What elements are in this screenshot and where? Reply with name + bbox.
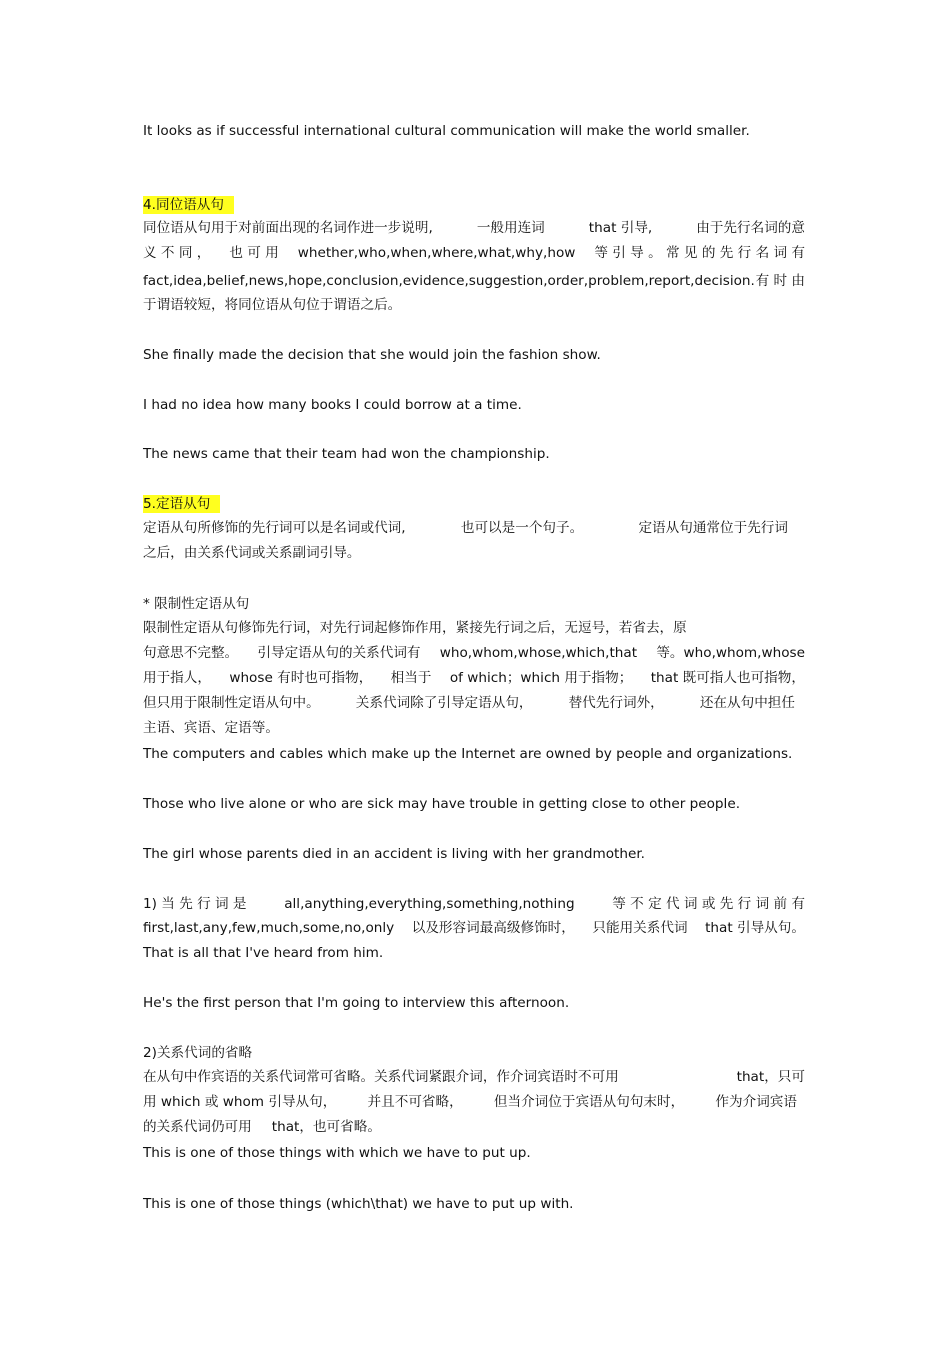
paragraph-line: 于谓语较短，将同位语从句位于谓语之后。 xyxy=(143,297,402,313)
example-sentence: He's the first person that I'm going to interview this afternoon. xyxy=(143,995,570,1011)
text-run: first,last,any,few,much,some,no,only xyxy=(143,920,395,936)
text-run: 引导定语从句的关系代词有 xyxy=(257,645,421,661)
section-heading-appositive xyxy=(143,196,234,214)
text-run: 同位语从句用于对前面出现的名词作进一步说明, xyxy=(143,220,433,236)
text-run: 相当于 xyxy=(390,670,432,686)
text-run: whether,who,when,where,what,why,how xyxy=(297,245,576,261)
paragraph-line: It looks as if successful international cultural communication will make the world smaller. xyxy=(143,123,750,139)
example-sentence: This is one of those things with which we have to put up. xyxy=(143,1145,531,1161)
text-run: 一般用连词 xyxy=(476,220,545,236)
text-run: 还在从句中担任 xyxy=(699,695,795,711)
text-run: 也 可 用 xyxy=(229,245,279,261)
paragraph-line xyxy=(143,272,805,290)
section-heading-attributive xyxy=(143,495,220,513)
paragraph-line xyxy=(143,694,795,712)
paragraph-line: 主语、宾语、定语等。 xyxy=(143,720,279,736)
text-run: 由于先行名词的意 xyxy=(696,220,805,236)
example-sentence: The girl whose parents died in an accident is living with her grandmother. xyxy=(143,846,645,862)
text-run: of which；which 用于指物； xyxy=(449,670,633,686)
text-run: who,whom,whose,which,that xyxy=(439,645,638,661)
text-run: 等 不 定 代 词 或 先 行 词 前 有 xyxy=(612,896,805,912)
paragraph-line xyxy=(143,1093,797,1111)
text-run: 替代先行词外， xyxy=(568,695,664,711)
text-run: 等。who,whom,whose xyxy=(656,645,805,661)
text-run: 用于指人， xyxy=(143,670,211,686)
text-run: 用 which 或 whom 引导从句， xyxy=(143,1094,337,1110)
text-run: that 引导从句。 xyxy=(705,920,805,936)
paragraph-line xyxy=(143,1118,381,1136)
example-sentence: She finally made the decision that she would join the fashion show. xyxy=(143,347,601,363)
subsection-heading: 2)关系代词的省略 xyxy=(143,1045,253,1061)
text-run: 定语从句所修饰的先行词可以是名词或代词, xyxy=(143,520,406,536)
paragraph-line xyxy=(143,1068,805,1086)
text-run: that，只可 xyxy=(736,1069,805,1085)
text-run: fact,idea,belief,news,hope,conclusion,evidence,suggestion,order,problem,report,decision. xyxy=(143,273,755,289)
paragraph-line: 限制性定语从句修饰先行词，对先行词起修饰作用，紧接先行词之后，无逗号，若省去，原 xyxy=(143,620,687,636)
subsection-heading: * 限制性定语从句 xyxy=(143,596,250,612)
example-sentence: That is all that I've heard from him. xyxy=(143,945,384,961)
example-sentence: I had no idea how many books I could borrow at a time. xyxy=(143,397,522,413)
paragraph-line xyxy=(143,219,805,237)
text-run: 但当介词位于宾语从句句末时， xyxy=(493,1094,685,1110)
example-sentence: This is one of those things (which\that) we have to put up with. xyxy=(143,1196,574,1212)
text-run: all,anything,everything,something,nothing xyxy=(284,896,575,912)
text-run: 句意思不完整。 xyxy=(143,645,239,661)
paragraph-line xyxy=(143,919,805,937)
text-run: that 既可指人也可指物， xyxy=(650,670,805,686)
text-run: 等 引 导 。 常 见 的 先 行 名 词 有 xyxy=(594,245,805,261)
text-run: 义 不 同 ， xyxy=(143,245,211,261)
text-run: 在从句中作宾语的关系代词常可省略。关系代词紧跟介词，作介词宾语时不可用 xyxy=(143,1069,619,1085)
text-run: 1) 当 先 行 词 是 xyxy=(143,896,247,912)
text-run: 的关系代词仍可用 xyxy=(143,1119,252,1135)
text-run: that，也可省略。 xyxy=(271,1119,381,1135)
paragraph-line xyxy=(143,519,788,537)
paragraph-line xyxy=(143,669,805,687)
paragraph-line xyxy=(143,244,805,262)
text-run: 只能用关系代词 xyxy=(592,920,688,936)
text-run: 定语从句通常位于先行词 xyxy=(638,520,788,536)
text-run: 以及形容词最高级修饰时， xyxy=(411,920,575,936)
text-run: 但只用于限制性定语从句中。 xyxy=(143,695,320,711)
paragraph-line: 之后，由关系代词或关系副词引导。 xyxy=(143,545,361,561)
example-sentence: Those who live alone or who are sick may have trouble in getting close to other people. xyxy=(143,796,741,812)
text-run: whose 有时也可指物， xyxy=(229,670,373,686)
text-run: that 引导, xyxy=(588,220,653,236)
text-run: 作为介词宾语 xyxy=(715,1094,797,1110)
highlighted-heading: 5.定语从句 xyxy=(143,495,220,513)
text-run: 也可以是一个句子。 xyxy=(460,520,584,536)
paragraph-line xyxy=(143,895,805,913)
paragraph-line xyxy=(143,644,805,662)
text-run: 并且不可省略， xyxy=(367,1094,463,1110)
text-run: 关系代词除了引导定语从句， xyxy=(355,695,533,711)
text-run: 有 时 由 xyxy=(755,273,805,289)
highlighted-heading: 4.同位语从句 xyxy=(143,196,234,214)
example-sentence: The news came that their team had won the championship. xyxy=(143,446,550,462)
example-sentence: The computers and cables which make up the Internet are owned by people and organizations. xyxy=(143,746,793,762)
